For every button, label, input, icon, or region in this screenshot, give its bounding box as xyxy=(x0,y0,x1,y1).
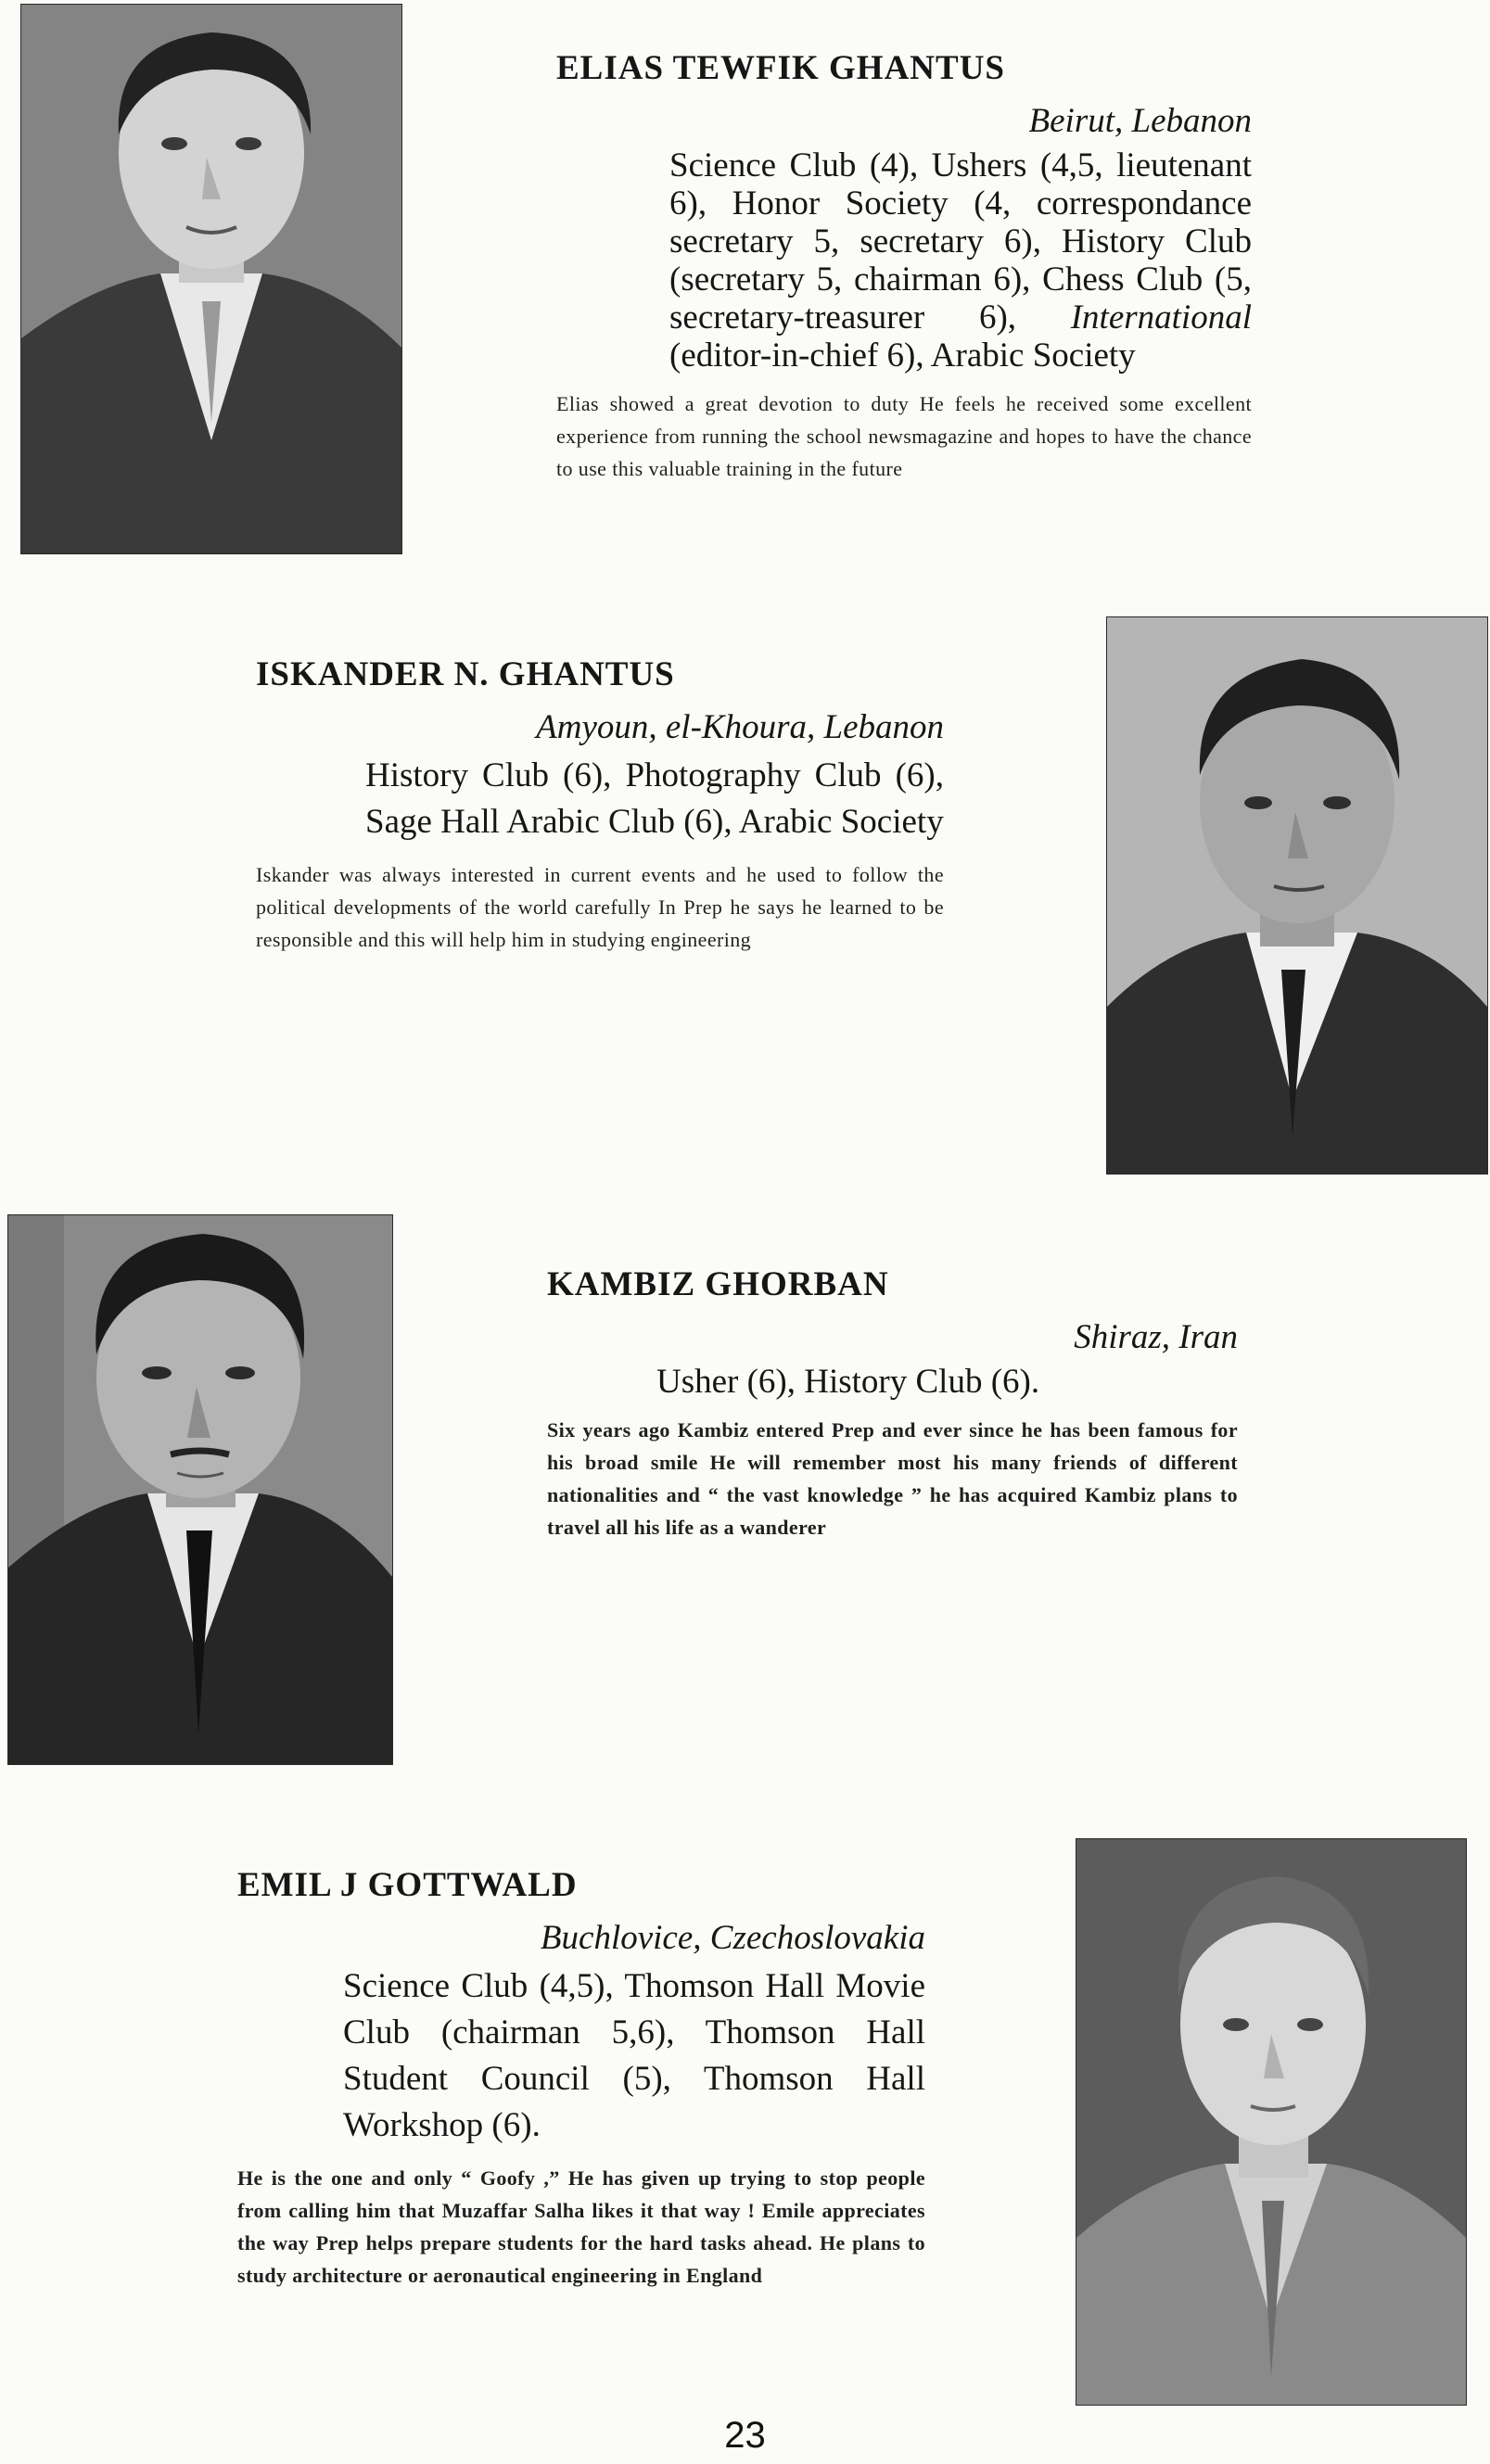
student-blurb: Six years ago Kambiz entered Prep and ever since he has been famous for his broad smile He will remember most his many friends of different nationalities and “ the vast knowledge ” he has acquired Kambiz plans to travel all his life as a wanderer xyxy=(547,1418,1238,1539)
student-name: KAMBIZ GHORBAN xyxy=(547,1265,889,1303)
portrait-photo-elias xyxy=(20,4,402,554)
student-activities: History Club (6), Photography Club (6), Sage Hall Arabic Club (6), Arabic Society xyxy=(365,756,944,841)
student-blurb: He is the one and only “ Goofy ,” He has given up trying to stop people from calling him that Muzaffar Salha likes it that way ! Emile appreciates the way Prep helps prepare students for the hard tasks ahead. He plans to study architecture or aeronautical engineering in England xyxy=(237,2166,925,2287)
student-entry-kambiz xyxy=(547,1264,1238,1543)
student-hometown: Shiraz, Iran xyxy=(1074,1318,1238,1356)
portrait-photo-icon xyxy=(1107,617,1487,1174)
student-entry-elias xyxy=(556,48,1252,485)
student-name: EMIL J GOTTWALD xyxy=(237,1866,578,1904)
student-activities xyxy=(556,146,1252,375)
student-hometown: Beirut, Lebanon xyxy=(1028,102,1252,140)
portrait-photo-icon xyxy=(1076,1839,1466,2405)
student-activities: Usher (6), History Club (6). xyxy=(656,1363,1040,1401)
portrait-photo-kambiz xyxy=(7,1214,393,1765)
student-hometown: Amyoun, el-Khoura, Lebanon xyxy=(536,708,944,746)
portrait-photo-iskander xyxy=(1106,616,1488,1175)
student-entry-emil xyxy=(237,1865,925,2292)
student-name: ELIAS TEWFIK GHANTUS xyxy=(556,49,1005,87)
portrait-photo-icon xyxy=(8,1215,392,1764)
student-entry-iskander xyxy=(256,654,944,956)
student-name: ISKANDER N. GHANTUS xyxy=(256,655,675,693)
activities-text: Science Club (4), Ushers (4,5, lieutenant 6), Honor Society (4, correspondance secretary 5, secretary 6), History Club (secretary 5, chairman 6), Chess Club (5, secretary-treasurer 6), xyxy=(669,146,1252,337)
student-blurb: Iskander was always interested in current events and he used to follow the political developments of the world carefully In Prep he says he learned to be responsible and this will help him in studying engineering xyxy=(256,863,944,951)
activities-publication-title: International xyxy=(1070,298,1252,337)
student-hometown: Buchlovice, Czechoslovakia xyxy=(540,1919,925,1957)
portrait-photo-emil xyxy=(1076,1838,1467,2406)
portrait-photo-icon xyxy=(21,5,401,553)
student-blurb: Elias showed a great devotion to duty He feels he received some excellent experience from running the school newsmagazine and hopes to have the chance to use this valuable training in the future xyxy=(556,392,1252,480)
student-activities: Science Club (4,5), Thomson Hall Movie Club (chairman 5,6), Thomson Hall Student Council (5), Thomson Hall Workshop (6). xyxy=(343,1967,925,2144)
activities-text-end: (editor-in-chief 6), Arabic Society xyxy=(669,337,1136,375)
page-number: 23 xyxy=(724,2415,766,2456)
